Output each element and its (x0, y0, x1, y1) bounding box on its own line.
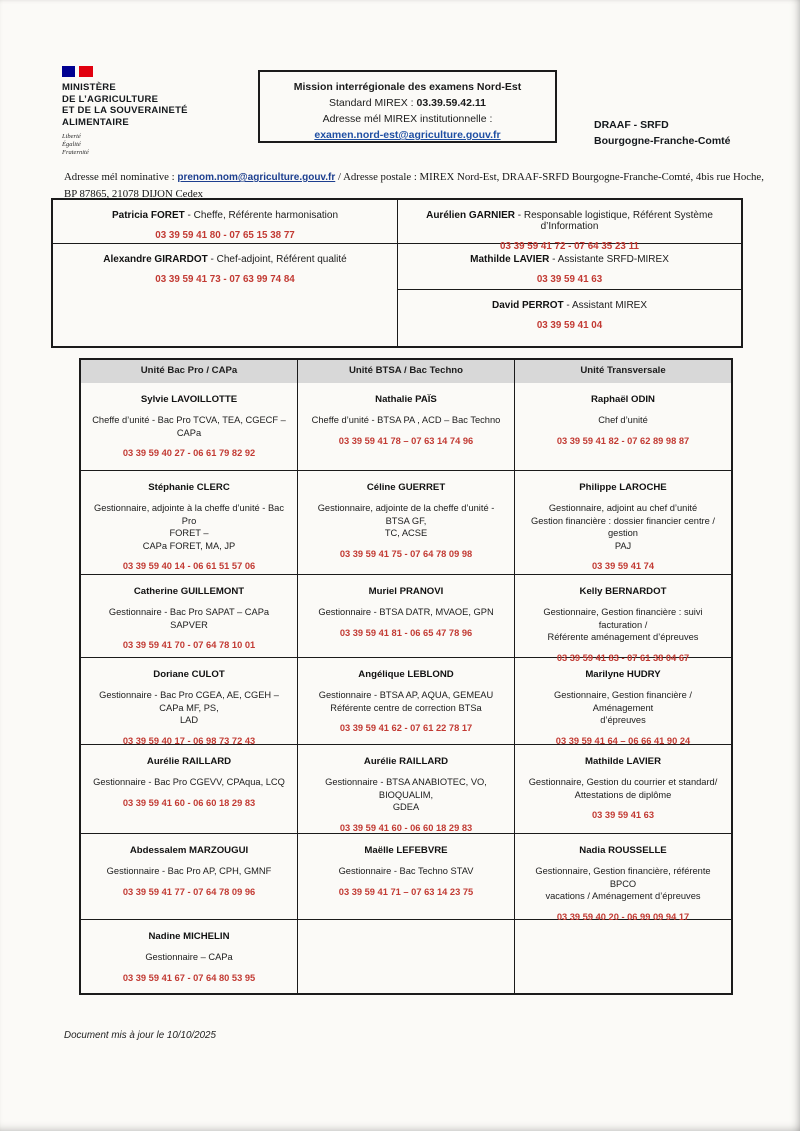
french-flag-icon (62, 66, 93, 77)
region-line2: Bourgogne-Franche-Comté (594, 135, 731, 147)
contact-role-line: Gestionnaire - BTSA ANABIOTEC, VO, BIOQUALIM, (325, 777, 487, 800)
unit-contact-cell (81, 575, 297, 657)
units-table-row (81, 919, 731, 993)
contact-role (89, 776, 289, 789)
unit-column-header: Unité BTSA / Bac Techno (297, 360, 514, 383)
contact-role-line: FORET – (169, 528, 209, 538)
update-date-note: Document mis à jour le 10/10/2025 (64, 1030, 216, 1041)
contact-name: Doriane CULOT (153, 669, 225, 680)
contact-role (523, 865, 723, 903)
management-right-column (397, 200, 741, 346)
contact-phone: 03 39 59 41 81 - 06 65 47 78 96 (339, 627, 473, 638)
unit-column-header: Unité Transversale (514, 360, 731, 383)
contact-phone: 03 39 59 41 75 - 07 64 78 09 98 (339, 548, 473, 559)
contact-role-line: vacations / Aménagement d’épreuves (545, 891, 701, 901)
contact-phone: 03 39 59 41 63 (536, 274, 603, 285)
contact-name: Philippe LAROCHE (579, 482, 667, 493)
contact-title: David PERROT - Assistant MIREX (491, 300, 648, 311)
unit-contact-cell (81, 745, 297, 833)
contact-phone: 03 39 59 41 78 – 07 63 14 74 96 (338, 435, 474, 446)
unit-contact-cell (297, 745, 514, 833)
unit-contact-cell (81, 471, 297, 574)
contact-role-line: Gestionnaire - Bac Pro AP, CPH, GMNF (106, 866, 272, 876)
mirex-email-link[interactable]: examen.nord-est@agriculture.gouv.fr (314, 129, 501, 141)
contact-role (306, 689, 506, 714)
contact-phone: 03 39 59 41 77 - 07 64 78 09 96 (122, 886, 256, 897)
unit-contact-cell (514, 834, 731, 922)
contact-phone: 03 39 59 41 63 (591, 810, 655, 820)
units-table-row (81, 833, 731, 922)
contact-role-line: PAJ (614, 540, 632, 551)
contact-role-line: Gestionnaire - Bac Pro SAPAT – CAPa SAPVER (108, 607, 270, 630)
contact-role-line: Référente centre de correction BTSa (330, 702, 482, 713)
mission-standard-line (260, 95, 555, 111)
standard-label: Standard MIREX : (328, 97, 417, 109)
contact-phone: 03 39 59 41 67 - 07 64 80 53 95 (122, 972, 256, 983)
unit-contact-cell (514, 471, 731, 574)
contact-role-line: Gestionnaire - BTSA DATR, MVAOE, GPN (318, 607, 494, 617)
contact-role-line: Gestionnaire, adjoint au chef d’unité (548, 503, 698, 513)
contact-name: Mathilde LAVIER (584, 756, 662, 767)
management-contacts-table (51, 198, 743, 348)
contact-role-line: Gestion financière : dossier financier centre / gestion (531, 515, 715, 538)
contact-role (89, 606, 289, 631)
units-table-header-row (81, 360, 731, 383)
ministry-logo (62, 66, 188, 157)
contact-name: Aurélien GARNIER (426, 210, 515, 221)
contact-role (306, 776, 506, 814)
contact-name: Abdessalem MARZOUGUI (129, 845, 249, 856)
contact-title: Alexandre GIRARDOT - Chef-adjoint, Référent qualité (103, 254, 347, 265)
contact-role-line: Gestionnaire, adjointe à la cheffe d’unité - Bac Pro (93, 503, 285, 526)
contact-role-line: Chef d’unité (598, 415, 648, 425)
contact-role (523, 502, 723, 552)
motto-line: Égalité (62, 141, 81, 148)
contact-title: Aurélien GARNIER - Responsable logistique, Référent Système d’Information (426, 210, 713, 232)
units-table-row (81, 470, 731, 574)
unit-contact-cell (297, 658, 514, 744)
empty-cell (514, 920, 731, 993)
contact-name: Marilyne HUDRY (585, 669, 661, 680)
contact-phone: 03 39 59 41 82 - 07 62 89 98 87 (556, 435, 690, 446)
contact-title: Patricia FORET - Cheffe, Référente harmonisation (111, 210, 339, 221)
contact-role-line: Gestionnaire, Gestion financière : suivi facturation / (543, 607, 703, 630)
contact-title: Mathilde LAVIER - Assistante SRFD-MIREX (470, 254, 669, 265)
contact-role (523, 414, 723, 427)
empty-cell (297, 920, 514, 993)
contact-role (89, 502, 289, 552)
region-label (594, 117, 731, 149)
management-contact-cell (53, 200, 397, 243)
management-contact-cell (398, 200, 741, 252)
unit-contact-cell (514, 745, 731, 833)
contact-phone: 03 39 59 41 73 - 07 63 99 74 84 (155, 274, 295, 285)
units-table-row (81, 657, 731, 744)
contact-name: Angélique LEBLOND (358, 669, 454, 680)
contact-role-line: d’épreuves (600, 715, 646, 725)
units-table-row (81, 744, 731, 833)
mission-box (258, 70, 557, 143)
contact-name: David PERROT (491, 300, 564, 311)
management-contact-cell (53, 243, 397, 346)
region-line1: DRAAF - SRFD (594, 119, 669, 131)
contact-role-line: GDEA (392, 802, 420, 812)
motto-line: Liberté (62, 133, 81, 140)
republic-motto (62, 133, 188, 157)
ministry-name-line: MINISTÈRE (62, 82, 116, 93)
contact-name: Nathalie PAÏS (375, 394, 437, 405)
contact-phone: 03 39 59 41 60 - 06 60 18 29 83 (339, 822, 473, 833)
contact-role (306, 865, 506, 878)
contact-role (89, 689, 289, 727)
contact-phone: 03 39 59 40 27 - 06 61 79 82 92 (122, 448, 256, 458)
contact-phone: 03 39 59 40 14 - 06 61 51 57 06 (122, 561, 256, 571)
contact-role-line: TC, ACSE (384, 528, 428, 538)
contact-role (523, 776, 723, 801)
contact-name: Sylvie LAVOILLOTTE (140, 394, 238, 405)
ministry-name-line: ALIMENTAIRE (62, 116, 129, 128)
contact-role (89, 414, 289, 439)
unit-column-header: Unité Bac Pro / CAPa (81, 360, 297, 383)
unit-contact-cell (297, 834, 514, 919)
contact-name: Maëlle LEFEBVRE (364, 845, 448, 856)
contact-name: Aurélie RAILLARD (146, 756, 232, 767)
contact-role-line: Gestionnaire – CAPa (145, 952, 233, 962)
contact-name: Nadia ROUSSELLE (579, 845, 667, 856)
contact-phone: 03 39 59 40 17 - 06 98 73 72 43 (122, 735, 256, 746)
contact-role (523, 606, 723, 644)
contact-role (89, 865, 289, 878)
contact-phone: 03 39 59 41 64 – 06 66 41 90 24 (555, 735, 691, 746)
contact-phone: 03 39 59 40 20 - 06 99 09 94 17 (556, 911, 690, 922)
contact-phone: 03 39 59 41 74 (591, 561, 655, 571)
mission-title: Mission interrégionale des examens Nord-Est (293, 81, 522, 93)
unit-contact-cell (514, 383, 731, 470)
contact-role-line: Gestionnaire - BTSA AP, AQUA, GEMEAU (318, 690, 494, 700)
unit-contact-cell (514, 658, 731, 744)
contact-name: Kelly BERNARDOT (579, 586, 667, 597)
contact-phone: 03 39 59 41 80 - 07 65 15 38 77 (155, 230, 295, 241)
address-mail-label: Adresse mél nominative : (64, 171, 178, 183)
postal-address: Adresse postale : MIREX Nord-Est, DRAAF-SRFD Bourgogne-Franche-Comté, 4bis rue Hoche, BP 87865, 21078 DIJON Cedex (64, 171, 764, 200)
contact-phone: 03 39 59 41 83 - 07 61 38 04 67 (556, 652, 690, 663)
contact-name: Aurélie RAILLARD (363, 756, 449, 767)
contact-name: Muriel PRANOVI (368, 586, 444, 597)
contact-phone: 03 39 59 41 71 – 07 63 14 23 75 (338, 886, 474, 897)
units-table-row (81, 383, 731, 470)
contact-phone: 03 39 59 41 62 - 07 61 22 78 17 (339, 723, 473, 733)
nominative-email-link[interactable]: prenom.nom@agriculture.gouv.fr (177, 172, 336, 183)
contact-role-line: Cheffe d’unité - BTSA PA , ACD – Bac Techno (311, 415, 501, 425)
unit-contact-cell (81, 658, 297, 744)
contact-role-line: Gestionnaire, Gestion financière / Aménagement (554, 690, 692, 713)
contact-role-line: Gestionnaire - Bac Pro CGEVV, CPAqua, LCQ (93, 777, 285, 787)
contact-role (523, 689, 723, 727)
contact-role-line: Gestionnaire, Gestion du courrier et standard/ (528, 777, 718, 787)
unit-contact-cell (514, 575, 731, 663)
contact-role-line: Attestations de diplôme (574, 789, 672, 800)
contact-phone: 03 39 59 41 70 - 07 64 78 10 01 (122, 640, 256, 650)
contact-role-line: Gestionnaire - Bac Techno STAV (338, 866, 474, 876)
contact-name: Nadine MICHELIN (148, 931, 230, 942)
contact-role-line: Cheffe d’unité - Bac Pro TCVA, TEA, CGECF – CAPa (92, 415, 286, 438)
contact-role (89, 951, 289, 964)
contact-role (306, 414, 506, 427)
address-separator: / (335, 171, 344, 183)
unit-contact-cell (81, 920, 297, 993)
contact-name: Catherine GUILLEMONT (133, 586, 245, 597)
unit-contact-cell (81, 834, 297, 919)
contact-role (306, 502, 506, 540)
contact-name: Raphaël ODIN (591, 394, 655, 405)
units-table-row (81, 574, 731, 663)
motto-line: Fraternité (62, 149, 89, 156)
mission-mail-label: Adresse mél MIREX institutionnelle : (322, 113, 493, 125)
unit-contact-cell (297, 471, 514, 574)
ministry-name (62, 82, 188, 128)
contact-role-line: Référente aménagement d’épreuves (547, 632, 699, 642)
unit-contact-cell (297, 383, 514, 470)
standard-number: 03.39.59.42.11 (416, 97, 487, 109)
units-table-body (81, 383, 731, 993)
unit-contact-cell (297, 575, 514, 657)
contact-phone: 03 39 59 41 60 - 06 60 18 29 83 (122, 797, 256, 808)
ministry-name-line: DE L’AGRICULTURE (62, 93, 159, 105)
management-contact-cell (398, 289, 741, 344)
contact-name: Céline GUERRET (366, 482, 446, 493)
contact-role-line: Gestionnaire, adjointe de la cheffe d’unité - BTSA GF, (317, 503, 495, 526)
contact-role-line: LAD (179, 715, 199, 725)
contact-name: Alexandre GIRARDOT (103, 254, 208, 265)
units-contacts-table (79, 358, 733, 995)
contact-role-line: CAPa FORET, MA, JP (142, 540, 236, 551)
contact-phone: 03 39 59 41 04 (536, 320, 603, 331)
contact-role-line: Gestionnaire - Bac Pro CGEA, AE, CGEH – CAPa MF, PS, (99, 690, 279, 713)
contact-name: Mathilde LAVIER (470, 254, 550, 265)
contact-role (306, 606, 506, 619)
contact-role-line: Gestionnaire, Gestion financière, référente BPCO (535, 866, 711, 889)
management-left-column (53, 200, 397, 346)
contact-name: Stéphanie CLERC (148, 482, 230, 493)
contact-name: Patricia FORET (111, 210, 185, 221)
unit-contact-cell (81, 383, 297, 470)
ministry-name-line: ET DE LA SOUVERAINETÉ (62, 105, 188, 116)
contact-phone: 03 39 59 41 72 - 07 64 35 23 11 (500, 241, 639, 252)
